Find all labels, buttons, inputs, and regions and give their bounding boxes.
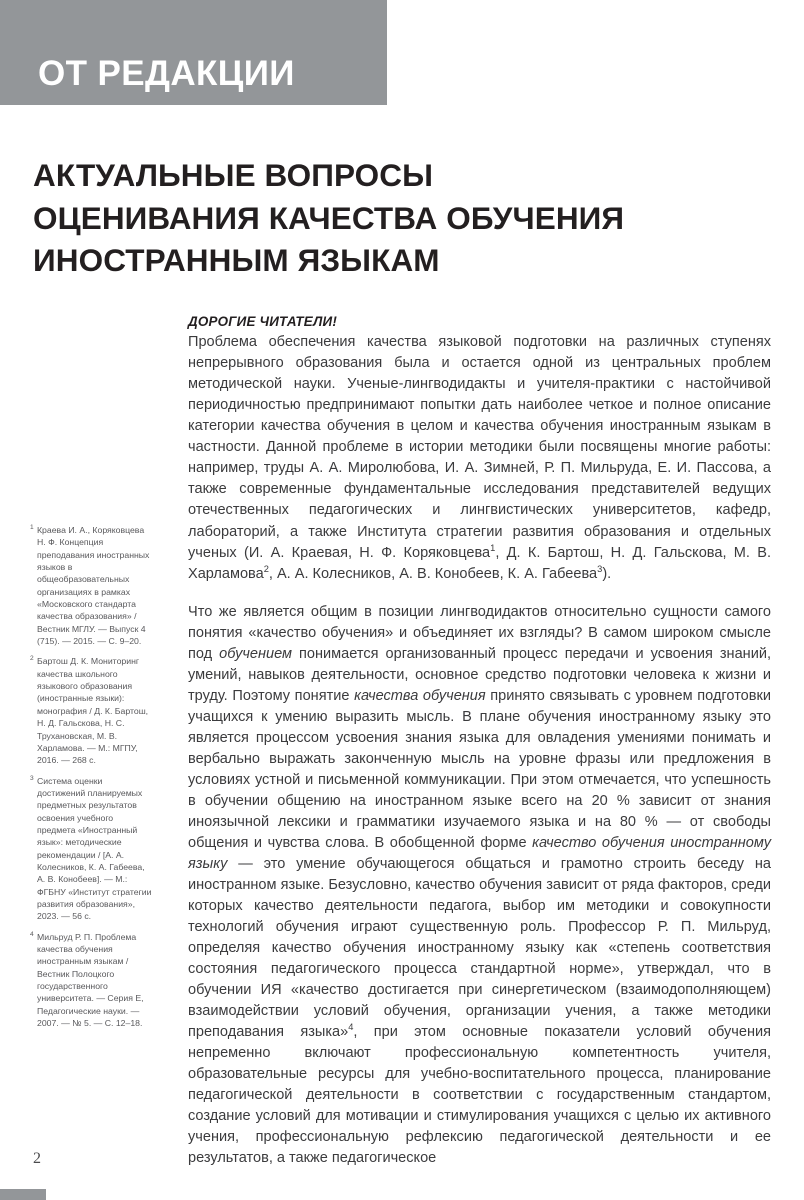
- rubric-banner: [0, 0, 387, 105]
- page-title-line-3: ИНОСТРАННЫМ ЯЗЫКАМ: [33, 242, 440, 279]
- footer-accent-bar: [0, 1189, 46, 1200]
- page-title: [33, 154, 773, 282]
- footnote-marker: 4: [30, 930, 34, 938]
- footnote-column: [30, 524, 152, 1029]
- article-body: [188, 312, 771, 1169]
- footnote-ref-2: 2: [263, 563, 269, 574]
- footnote-marker: 1: [30, 524, 34, 531]
- rubric-label: ОТ РЕДАКЦИИ: [38, 54, 295, 93]
- footnote-ref-1: 1: [490, 542, 496, 553]
- footnote-text: Система оценки достижений планируемых предметных результатов освоения учебного предмета «Иностранный язык»: методические рекомендации / [А. А. Колесников, К. А. Габеева, А. В. Конобеев]. — М.: ФГБНУ «Институт стратегии развития образования», 2023. — 56 с.: [37, 775, 152, 922]
- paragraph-1-text-2: , Д. К. Бартош, Н. Д. Гальскова, М. В. Харламова: [188, 544, 771, 582]
- paragraph-2-text-5: , при этом основные показатели условий обучения непременно включают профессиональную компетентность учителя, образовательные ресурсы для учебно-воспитательного процесса, планирование педагогической деятельности в соответствии с государственным стандартом, создание условий для мотивации и стимулирования учащихся с целью их активного учения, профессиональную рефлексию педагогической деятельности и ее результатов, а также педагогическое: [188, 1023, 771, 1166]
- page-title-line-2: ОЦЕНИВАНИЯ КАЧЕСТВА ОБУЧЕНИЯ: [33, 199, 625, 236]
- paragraph-2-text-2: понимается организованный процесс передачи и усвоения знаний, умений, навыков деятельности, основное средство подготовки человека к жизни и труду. Поэтому понятие: [188, 645, 771, 704]
- footnote-marker: 2: [30, 655, 34, 663]
- paragraph-2-text-4: — это умение обучающегося общаться и грамотно строить беседу на иностранном языке. Безусловно, качество обучения зависит от ряда факторов, среди которых качество деятельности педагога, выбор им методики и совокупности технологий обучения играют существенную роль. Профессор Р. П. Мильруд, определяя качество обучения иностранному языку как «степень соответствия состояния педагогического процесса стандартной норме», утверждал, что в обучении ИЯ «качество достигается при синергетическом (взаимодополняющем) взаимодействии условий обучения, организации учения, а также методики преподавания языка»: [188, 855, 771, 1040]
- emphasis-kachestvo-obucheniya: качества обучения: [354, 687, 486, 704]
- footnote-item: [30, 524, 152, 647]
- footnote-text: Бартош Д. К. Мониторинг качества школьного языкового образования (иностранные языки): монография / Д. К. Бартош, Н. Д. Гальскова, Н. С. Трухановская, М. В. Харламова. — М.: МГПУ, 2016. — 268 с.: [37, 656, 149, 766]
- paragraph-1-text-4: ).: [602, 565, 612, 582]
- footnote-ref-3: 3: [597, 563, 603, 574]
- paragraph-1-text-1: Проблема обеспечения качества языковой подготовки на различных ступенях непрерывного образования была и остается одной из центральных проблем методической науки. Ученые-лингводидакты и учителя-практики с настойчивой периодичностью предпринимают попытки дать наиболее четкое и полное описание категории качества обучения в целом и качества обучения иностранным языкам в частности. Данной проблеме в истории методики были посвящены многие работы: например, труды А. А. Миролюбова, И. А. Зимней, Р. П. Мильруда, Е. И. Пассова, а также современные фундаментальные исследования представителей ведущих отечественных педагогических и лингвистических университетов, кафедр, лабораторий, а также Института стратегии развития образования и отдельных ученых (И. А. Краевая, Н. Ф. Коряковцева: [188, 334, 771, 561]
- footnote-text: Краева И. А., Коряковцева Н. Ф. Концепция преподавания иностранных языков в общеобразовательных организациях в рамках «Московского стандарта качества образования» / Вестник МГЛУ. — Выпуск 4 (715). — 2015. — С. 9–20.: [37, 525, 150, 647]
- footnote-ref-4: 4: [348, 1022, 354, 1033]
- body-paragraph-2: [188, 602, 771, 1169]
- body-paragraph-1: [188, 332, 771, 584]
- paragraph-1-text-3: , А. А. Колесников, А. В. Конобеев, К. А. Габеева: [268, 565, 598, 582]
- page-title-line-1: АКТУАЛЬНЫЕ ВОПРОСЫ: [33, 157, 434, 194]
- paragraph-2-text-1: Что же является общим в позиции лингводидактов относительно сущности самого понятия «качество обучения» и объединяет их взгляды? В самом широком смысле под: [188, 603, 771, 662]
- paragraph-2-text-3: принято связывать с уровнем подготовки учащихся к умению выразить мысль. В плане обучения иностранному языку это является процессом усвоения знания языка для овладения умениями понимать и вербально выражать законченную мысль на уровне фразы или предложения в условиях устной и письменной коммуникации. При этом отмечается, что успешность в обучении общению на иностранном языке всего на 20 % зависит от знания иноязычной лексики и грамматики изучаемого языка и на 80 % — от свободы общения и чувства слова. В обобщенной форме: [188, 687, 771, 851]
- salutation: ДОРОГИЕ ЧИТАТЕЛИ!: [188, 314, 337, 329]
- footnote-item: [30, 931, 152, 1030]
- footnote-text: Мильруд Р. П. Проблема качества обучения иностранным языкам / Вестник Полоцкого государственного университета. — Серия Е, Педагогические науки. — 2007. — № 5. — С. 12–18.: [37, 931, 144, 1029]
- footnote-item: [30, 775, 152, 923]
- footnote-item: [30, 655, 152, 766]
- page-number: 2: [33, 1150, 41, 1167]
- emphasis-obuchenie: обучением: [219, 645, 292, 662]
- footnote-marker: 3: [30, 774, 34, 782]
- emphasis-kachestvo-obucheniya-inostrannomu-yazyku: качество обучения иностранному языку: [188, 834, 771, 872]
